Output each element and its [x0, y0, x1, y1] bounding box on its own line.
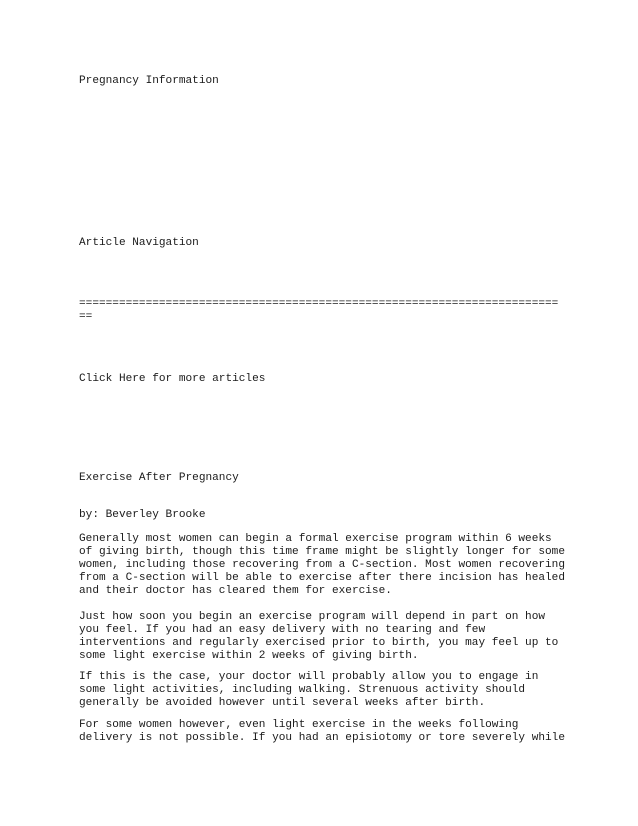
article-paragraph: Generally most women can begin a formal exercise program within 6 weeks of giving birth, though this time frame might be slightly longer for some women, including those recovering from a C-section. Most women recovering from a C-section will be able to exercise after there incision has healed and their doctor has cleared them for exercise. [79, 533, 565, 598]
article-paragraph: Just how soon you begin an exercise program will depend in part on how you feel. If you had an easy delivery with no tearing and few interventions and regularly exercised prior to birth, you may feel up to some light exercise within 2 weeks of giving birth. [79, 611, 559, 663]
article-paragraph: For some women however, even light exercise in the weeks following delivery is not possible. If you had an episiotomy or tore severely while [79, 719, 565, 745]
nav-heading: Article Navigation [79, 237, 199, 249]
article-byline: by: Beverley Brooke [79, 509, 206, 521]
article-title: Exercise After Pregnancy [79, 472, 239, 484]
separator-line-continuation: == [79, 311, 93, 323]
more-articles-link[interactable]: Click Here for more articles [79, 373, 266, 385]
article-paragraph: If this is the case, your doctor will probably allow you to engage in some light activities, including walking. Strenuous activity should generally be avoided however until several weeks after birth. [79, 671, 539, 710]
site-title: Pregnancy Information [79, 75, 219, 87]
separator-line: ======================================================================== [79, 298, 559, 310]
